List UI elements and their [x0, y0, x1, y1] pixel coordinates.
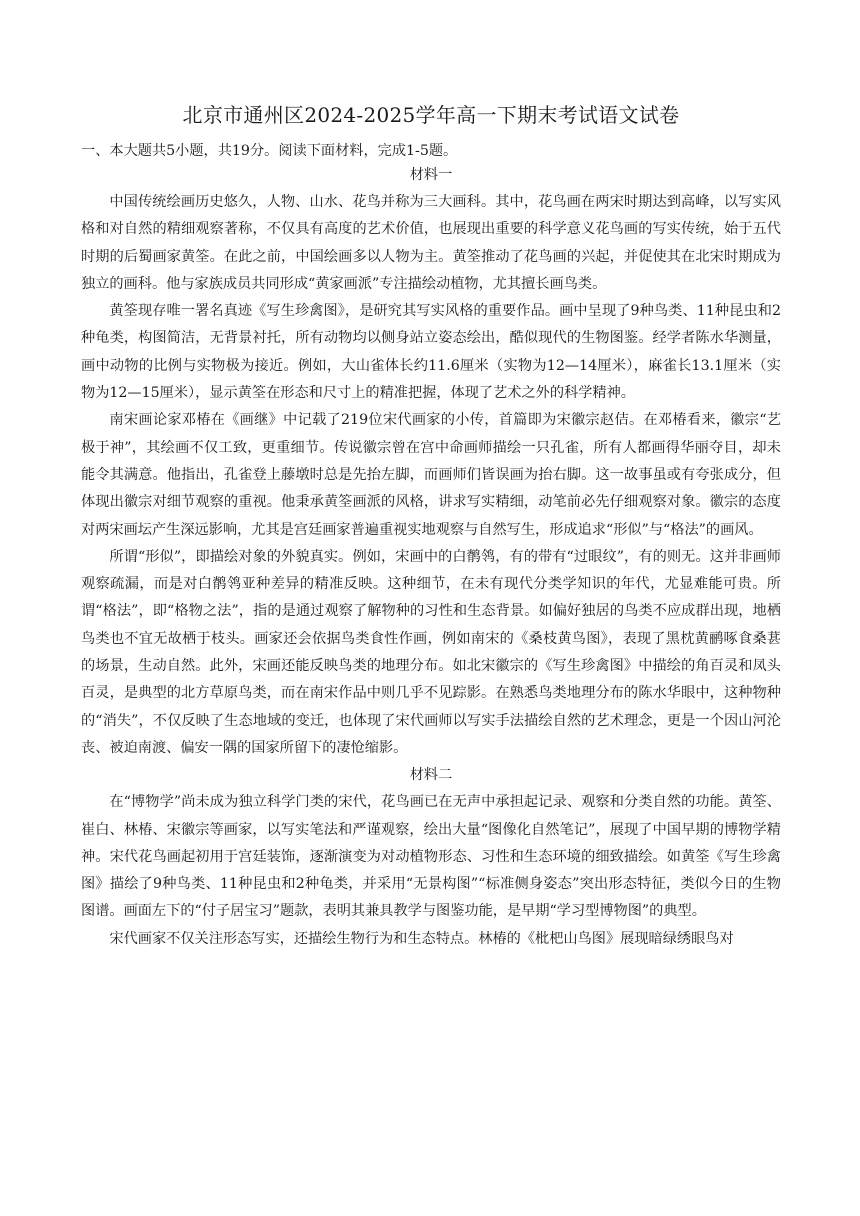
section-heading: 一、本大题共5小题，共19分。阅读下面材料，完成1-5题。 [81, 143, 458, 159]
paragraph: 所谓“形似”，即描绘对象的外貌真实。例如，宋画中的白鹡鸰，有的带有“过眼纹”，有的则无。这并非画师观察疏漏，而是对白鹡鸰亚种差异的精准反映。这种细节，在未有现代分类学知识的年代，尤显难能可贵。所谓“格法”，即“格物之法”，指的是通过观察了解物种的习性和生态背景。如偏好独居的鸟类不应成群出现，地栖鸟类也不宜无故栖于枝头。画家还会依据鸟类食性作画，例如南宋的《桑枝黄鸟图》，表现了黑枕黄鹂啄食桑葚的场景，生动自然。此外，宋画还能反映鸟类的地理分布。如北宋徽宗的《写生珍禽图》中描绘的角百灵和凤头百灵，是典型的北方草原鸟类，而在南宋作品中则几乎不见踪影。在熟悉鸟类地理分布的陈水华眼中，这种物种的“消失”，不仅反映了生态地域的变迁，也体现了宋代画师以写实手法描绘自然的艺术理念，更是一个因山河沦丧、被迫南渡、偏安一隅的国家所留下的凄怆缩影。 [81, 548, 781, 756]
material-one [81, 162, 781, 762]
material-two-title: 材料二 [409, 767, 453, 784]
paragraph: 中国传统绘画历史悠久，人物、山水、花鸟并称为三大画科。其中，花鸟画在两宋时期达到高峰，以写实风格和对自然的精细观察著称，不仅具有高度的艺术价值，也展现出重要的科学意义花鸟画的写实传统，始于五代时期的后蜀画家黄筌。在此之前，中国绘画多以人物为主。黄筌推动了花鸟画的兴起，并促使其在北宋时期成为独立的画科。他与家族成员共同形成“黄家画派”专注描绘动植物，尤其擅长画鸟类。 [81, 194, 781, 292]
material-two [81, 762, 781, 953]
paragraph: 在“博物学”尚未成为独立科学门类的宋代，花鸟画已在无声中承担起记录、观察和分类自然的功能。黄筌、崔白、林椿、宋徽宗等画家，以写实笔法和严谨观察，绘出大量“图像化自然笔记”，展现了中国早期的博物学精神。宋代花鸟画起初用于宫廷装饰，逐渐演变为对动植物形态、习性和生态环境的细致描绘。如黄筌《写生珍禽图》描绘了9种鸟类、11种昆虫和2种龟类，并采用“无景构图”“标准侧身姿态”突出形态特征，类似今日的生物图谱。画面左下的“付子居宝习”题款，表明其兼具教学与图鉴功能，是早期“学习型博物图”的典型。 [81, 794, 781, 920]
paragraph: 黄筌现存唯一署名真迹《写生珍禽图》，是研究其写实风格的重要作品。画中呈现了9种鸟类、11种昆虫和2种龟类，构图简洁，无背景衬托，所有动物均以侧身站立姿态绘出，酷似现代的生物图鉴。经学者陈水华测量，画中动物的比例与实物极为接近。例如，大山雀体长约11.6厘米（实物为12—14厘米），麻雀长13.1厘米（实物为12—15厘米），显示黄筌在形态和尺寸上的精准把握，体现了艺术之外的科学精神。 [81, 303, 781, 402]
document-page [81, 100, 781, 953]
paragraph: 宋代画家不仅关注形态写实，还描绘生物行为和生态特点。林椿的《枇杷山鸟图》展现暗绿绣眼鸟对 [109, 930, 734, 947]
document-title: 北京市通州区2024-2025学年高一下期末考试语文试卷 [182, 103, 680, 127]
paragraph: 南宋画论家邓椿在《画继》中记载了219位宋代画家的小传，首篇即为宋徽宗赵佶。在邓椿看来，徽宗“艺极于神”，其绘画不仅工致，更重细节。传说徽宗曾在宫中命画师描绘一只孔雀，所有人都画得华丽夺目，却未能令其满意。他指出，孔雀登上藤墩时总是先抬左脚，而画师们皆误画为抬右脚。这一故事虽或有夸张成分，但体现出徽宗对细节观察的重视。他秉承黄筌画派的风格，讲求写实精细，动笔前必先仔细观察对象。徽宗的态度对两宋画坛产生深远影响，尤其是宫廷画家普遍重视实地观察与自然写生，形成追求“形似”与“格法”的画风。 [81, 412, 781, 538]
material-one-title: 材料一 [409, 167, 453, 183]
